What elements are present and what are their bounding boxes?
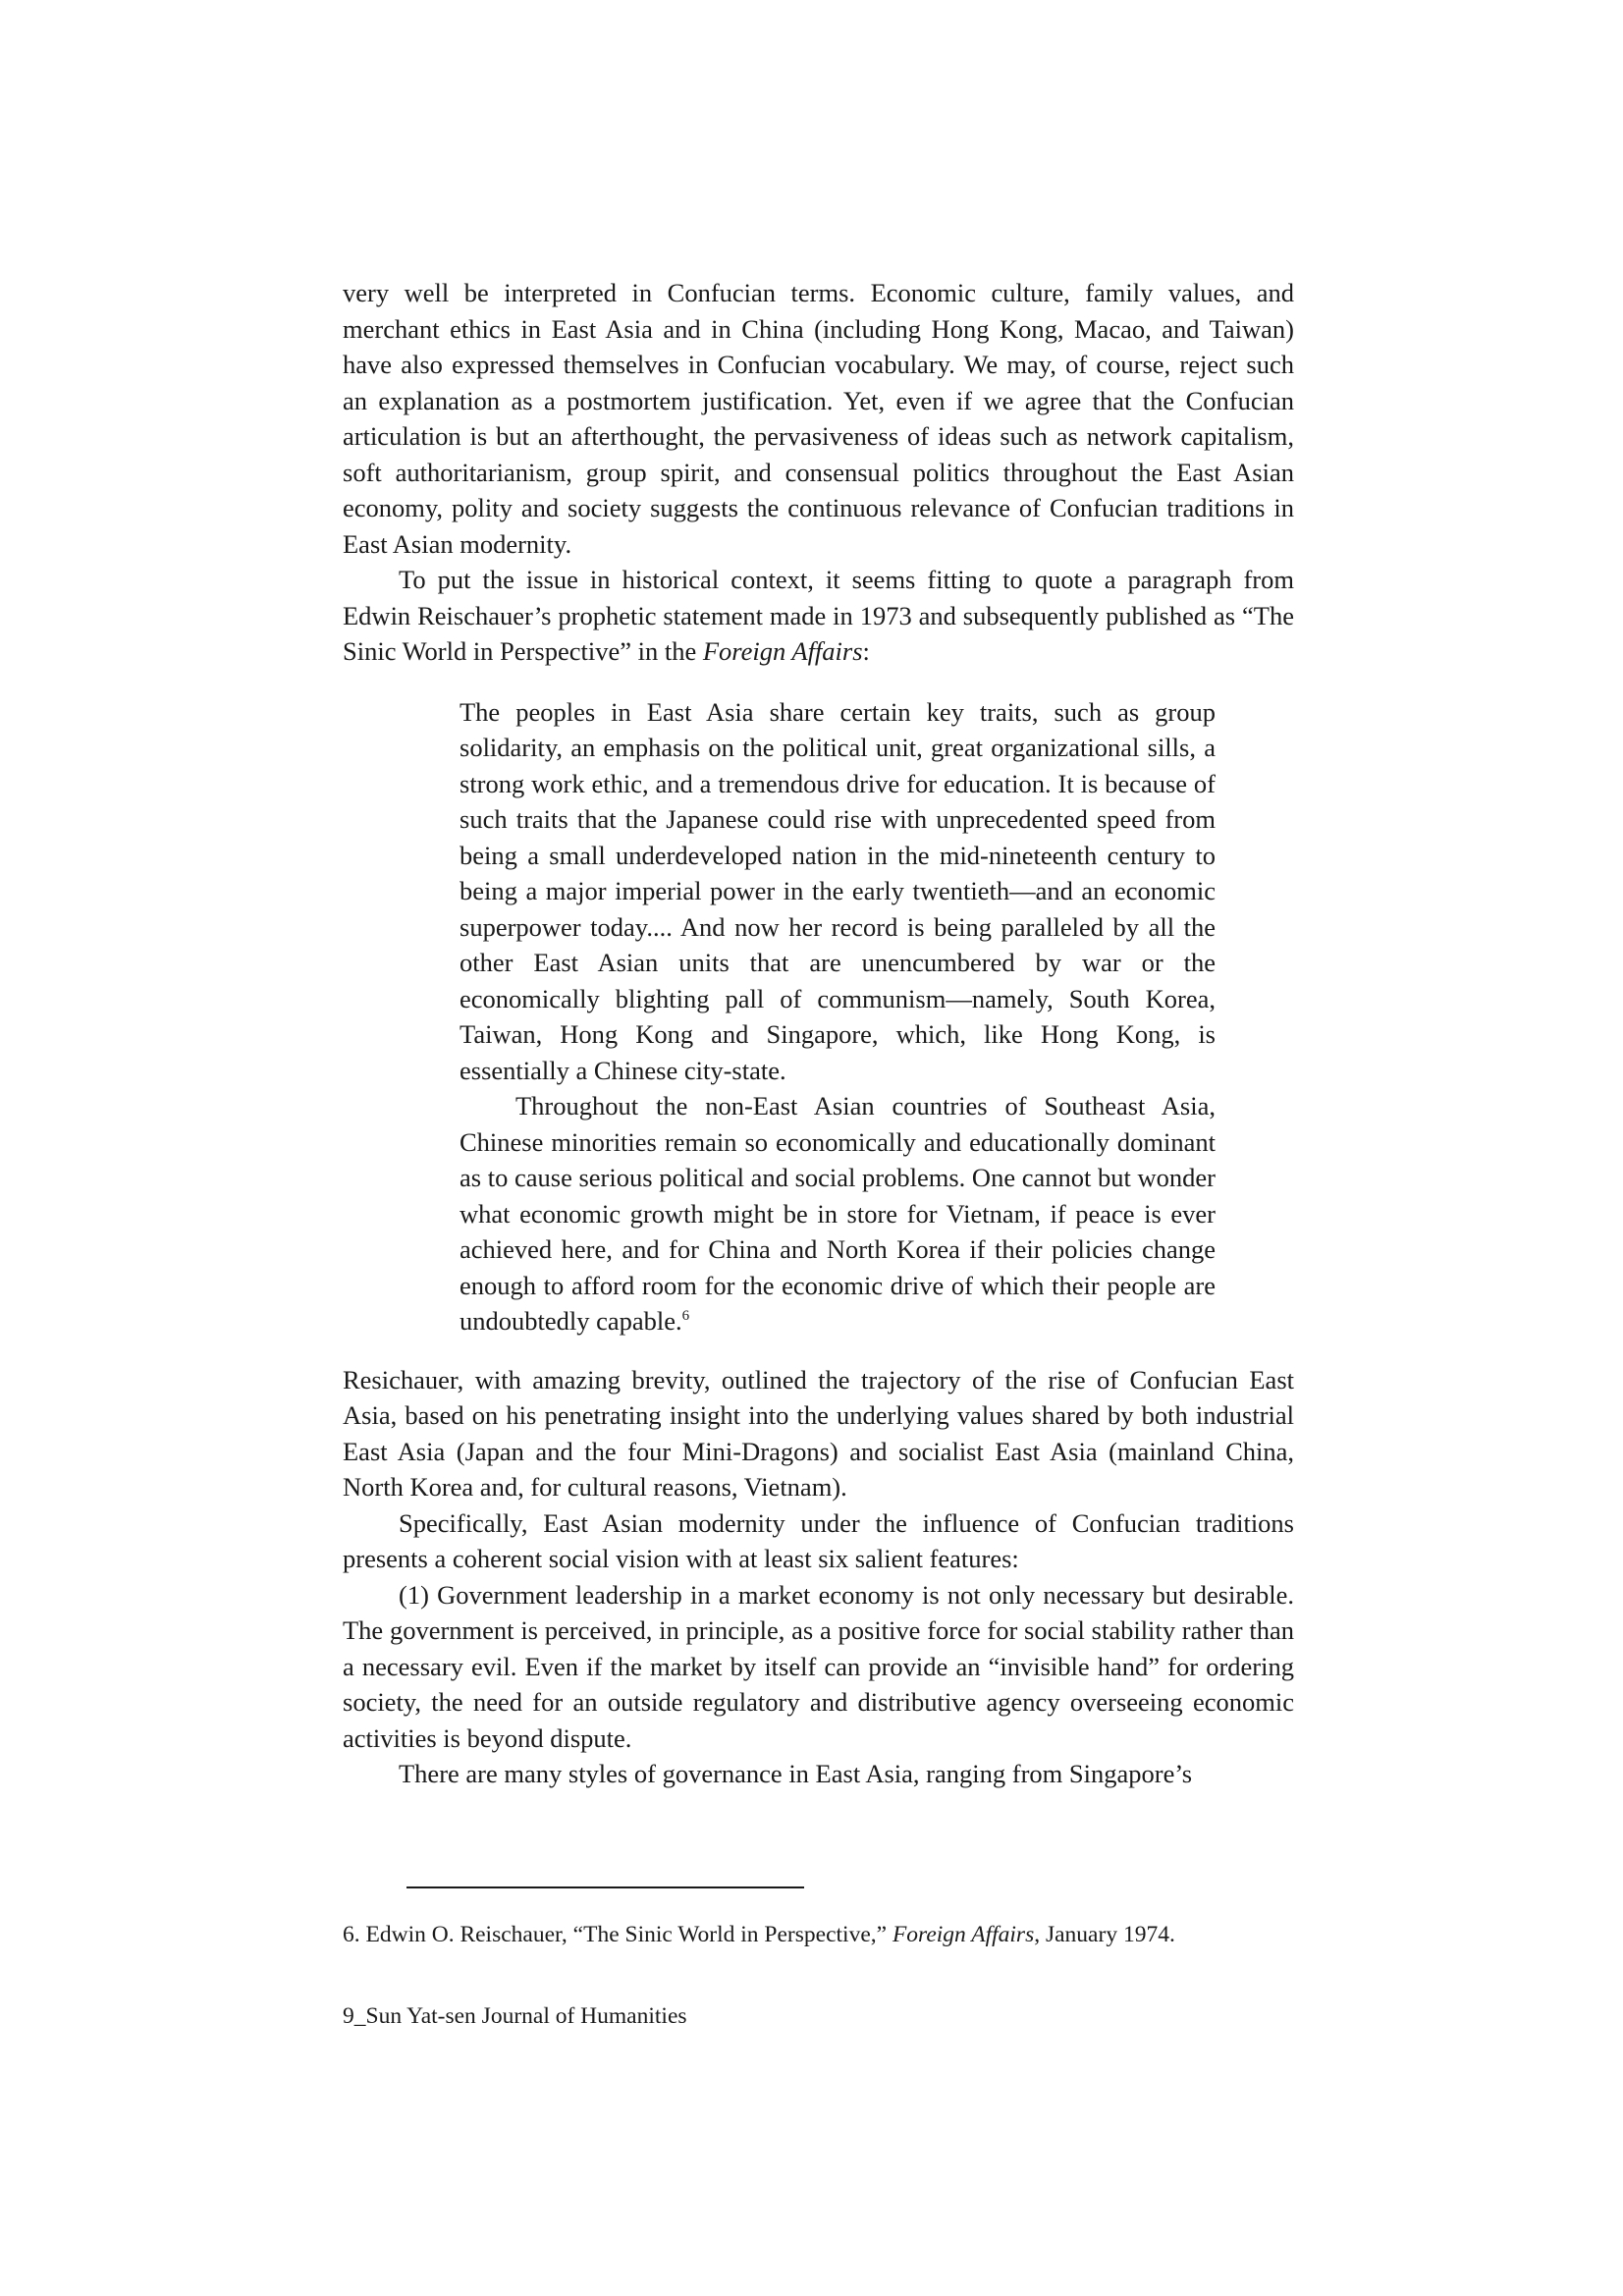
quote-paragraph-1: The peoples in East Asia share certain key traits, such as group solidarity, an emphasis on the political unit, great organizational sills, a strong work ethic, and a tremendous drive for education. It is because of such traits that the Japanese could rise with unprecedented speed from being a small underdeveloped nation in the mid-nineteenth century to being a major imperial power in the early twentieth—and an economic superpower today.... And now her record is being paralleled by all the other East Asian units that are unencumbered by war or the economically blighting pall of communism—namely, South Korea, Taiwan, Hong Kong and Singapore, which, like Hong Kong, is essentially a Chinese city-state.: [460, 696, 1216, 1085]
paragraph-4: Specifically, East Asian modernity under the influence of Confucian traditions presents a coherent social vision with at least six salient features:: [343, 1507, 1294, 1573]
paragraph-3: Resichauer, with amazing brevity, outlined the trajectory of the rise of Confucian East Asia, based on his penetrating insight into the underlying values shared by both industrial East Asia (Japan and the four Mini-Dragons) and socialist East Asia (mainland China, North Korea and, for cultural reasons, Vietnam).: [343, 1364, 1294, 1502]
footnote-text: 6. Edwin O. Reischauer, “The Sinic World in Perspective,”: [343, 1922, 893, 1947]
quote-paragraph-2-text: Throughout the non-East Asian countries of Southeast Asia, Chinese minorities remain so economically and educationally dominant as to cause serious political and social problems. One cannot but wonder what economic growth might be in store for Vietnam, if peace is ever achieved here, and for China and North Korea if their policies change enough to afford room for the economic drive of which their people are undoubtedly capable.: [460, 1091, 1216, 1336]
page-footer: 9_Sun Yat-sen Journal of Humanities: [343, 2003, 687, 2029]
block-quote: [460, 694, 1216, 1339]
paragraph-6: There are many styles of governance in East Asia, ranging from Singapore’s: [399, 1759, 1193, 1788]
paragraph-5: (1) Government leadership in a market economy is not only necessary but desirable. The government is perceived, in principle, as a positive force for social stability rather than a necessary evil. Even if the market by itself can provide an “invisible hand” for ordering society, the need for an outside regulatory and distributive agency overseeing economic activities is beyond dispute.: [343, 1579, 1294, 1753]
footnote-reference[interactable]: 6: [681, 1308, 690, 1324]
footnote: [343, 1919, 1325, 1950]
paragraph-1: very well be interpreted in Confucian terms. Economic culture, family values, and merchant ethics in East Asia and in China (including Hong Kong, Macao, and Taiwan) have also expressed themselves in Confucian vocabulary. We may, of course, reject such an explanation as a postmortem justification. Yet, even if we agree that the Confucian articulation is but an afterthought, the pervasiveness of ideas such as network capitalism, soft authoritarianism, group spirit, and consensual politics throughout the East Asian economy, polity and society suggests the continuous relevance of Confucian traditions in East Asian modernity.: [343, 278, 1294, 559]
paragraph-2-end: :: [862, 636, 870, 666]
paragraph-2-text: To put the issue in historical context, it seems fitting to quote a paragraph from Edwin Reischauer’s prophetic statement made in 1973 and subsequently published as “The Sinic World in Perspective” in the: [343, 565, 1294, 666]
footnote-journal: Foreign Affairs: [892, 1922, 1035, 1947]
body-text: [343, 275, 1294, 1792]
footnote-divider: [406, 1886, 804, 1888]
footnote-date: , January 1974.: [1034, 1922, 1175, 1947]
paragraph-2: [343, 562, 1294, 670]
journal-title: Foreign Affairs: [702, 636, 863, 666]
quote-paragraph-2: [460, 1088, 1216, 1339]
